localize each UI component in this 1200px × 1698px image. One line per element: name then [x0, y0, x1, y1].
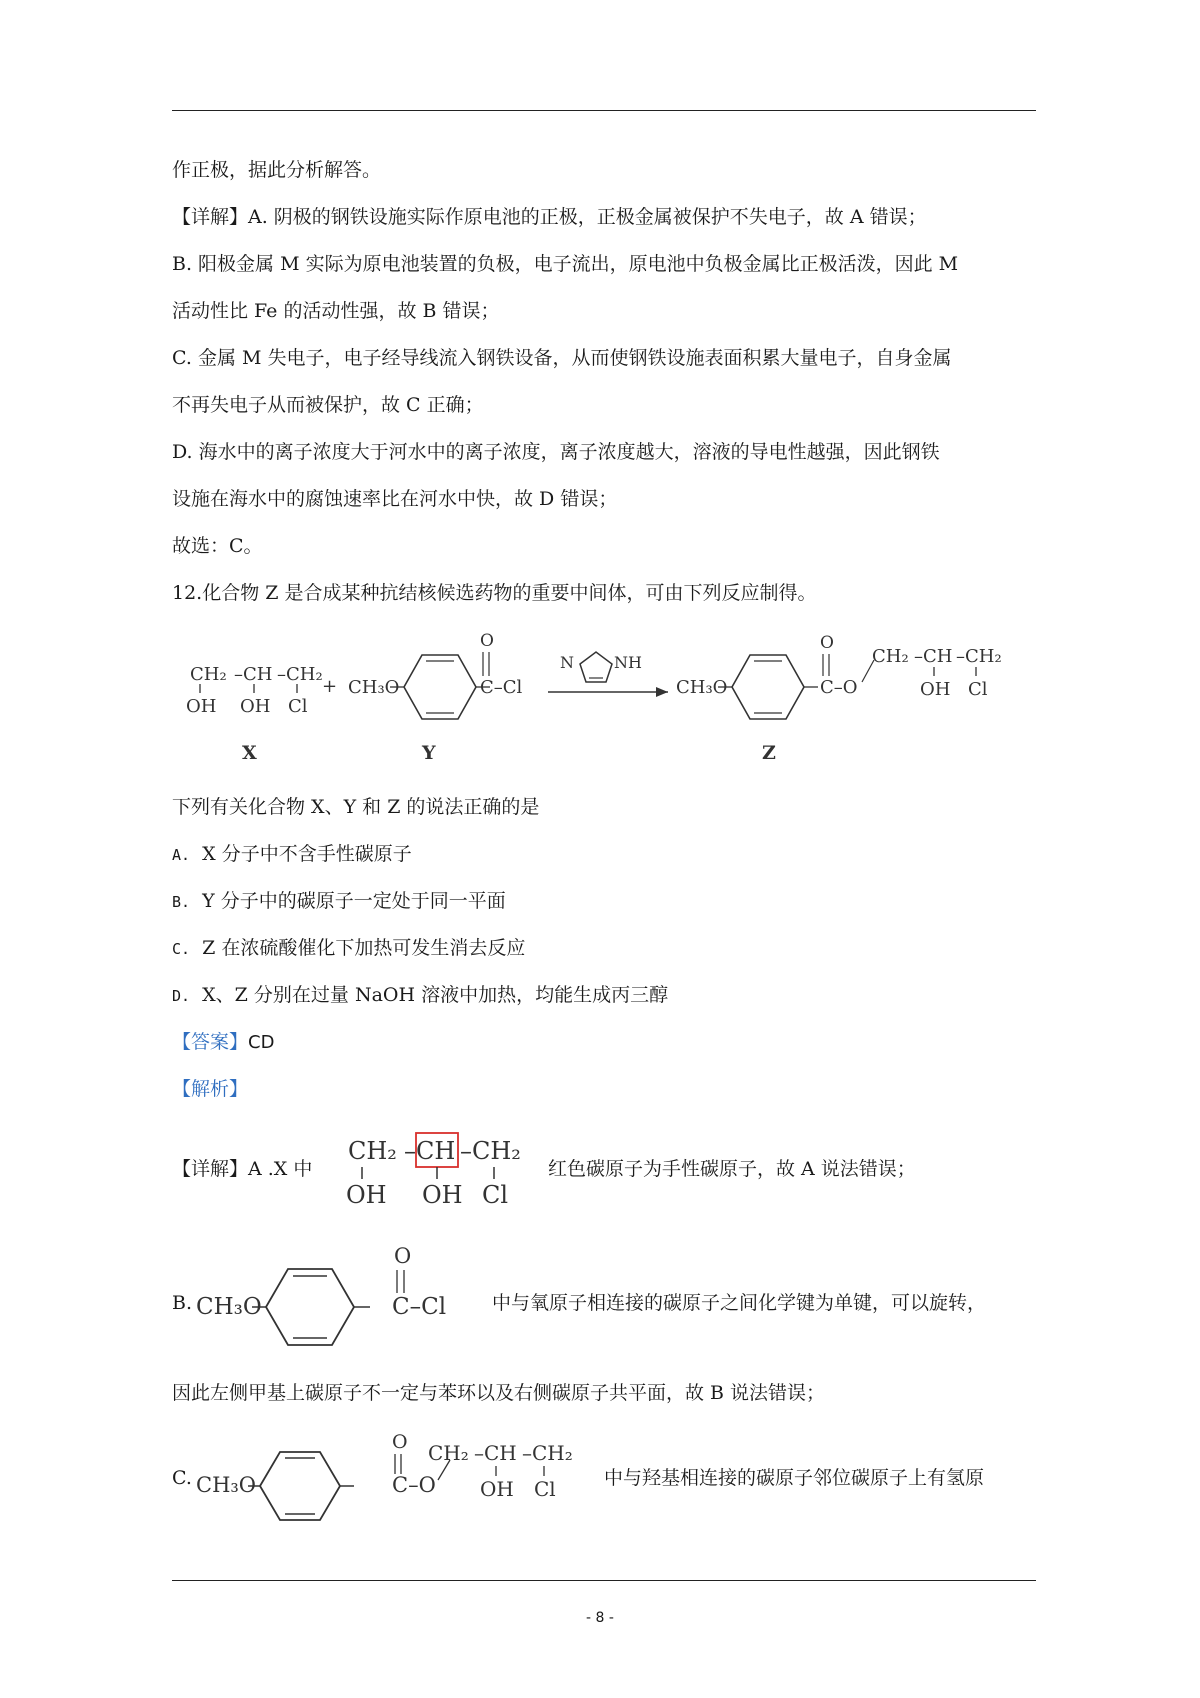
- xs-oh2: OH: [422, 1181, 463, 1209]
- y-carbonyl-o: O: [480, 631, 494, 651]
- question-stem: 12.化合物 Z 是合成某种抗结核候选药物的重要中间体，可由下列反应制得。: [172, 582, 817, 604]
- ys-methoxy: CH₃O: [196, 1294, 262, 1320]
- text-line: 作正极，据此分析解答。: [172, 159, 382, 181]
- explain-c-suffix: 中与羟基相连接的碳原子邻位碳原子上有氢原: [604, 1467, 985, 1489]
- x-ch2b: –CH₂: [277, 664, 323, 685]
- xs-ch2: CH₂: [348, 1137, 397, 1165]
- catalyst-n: N: [560, 653, 574, 672]
- y-methoxy: CH₃O: [348, 677, 400, 698]
- x-cl: Cl: [288, 696, 308, 717]
- z-cl: Cl: [968, 679, 988, 700]
- z-carbonyl-o: O: [820, 633, 834, 653]
- page-number: - 8 -: [586, 1610, 614, 1626]
- plus-sign: +: [322, 676, 338, 697]
- z-ch2b: –CH₂: [956, 646, 1002, 667]
- ys-carbonyl-o: O: [394, 1244, 412, 1268]
- reaction-scheme: [172, 622, 1072, 772]
- zs-ch2: CH₂: [428, 1441, 469, 1465]
- x-label: X: [242, 742, 257, 764]
- option-text: Y 分子中的碳原子一定处于同一平面: [202, 890, 506, 912]
- z-ester: C–O: [820, 677, 858, 698]
- explain-a-suffix: 红色碳原子为手性碳原子，故 A 说法错误；: [548, 1158, 916, 1180]
- x-oh2: OH: [240, 696, 271, 717]
- y-acyl: C–Cl: [480, 677, 523, 698]
- option-c: [172, 935, 525, 962]
- text-line: 故选：C。: [172, 535, 263, 557]
- text-line: D. 海水中的离子浓度大于河水中的离子浓度，离子浓度越大，溶液的导电性越强，因此钢铁: [172, 441, 940, 463]
- option-letter: B.: [172, 893, 191, 911]
- answer-label: 【答案】: [172, 1031, 249, 1053]
- footer-rule: [172, 1580, 1036, 1581]
- explain-b-suffix: 中与氧原子相连接的碳原子之间化学键为单键，可以旋转，: [492, 1292, 987, 1314]
- z-ch2: CH₂: [872, 646, 909, 667]
- catalyst-nh: NH: [614, 653, 642, 672]
- option-a: [172, 841, 412, 868]
- zs-oh: OH: [480, 1477, 514, 1501]
- question-prompt: 下列有关化合物 X、Y 和 Z 的说法正确的是: [172, 796, 540, 818]
- option-d: [172, 982, 668, 1009]
- zs-carbonyl-o: O: [392, 1431, 408, 1453]
- x-oh1: OH: [186, 696, 217, 717]
- text-line: B. 阳极金属 M 实际为原电池装置的负极，电子流出，原电池中负极金属比正极活泼，因此 M: [172, 253, 959, 275]
- z-ch: –CH: [914, 646, 953, 667]
- option-text: X、Z 分别在过量 NaOH 溶液中加热，均能生成丙三醇: [202, 984, 669, 1006]
- explain-c-prefix: C.: [172, 1467, 192, 1489]
- header-rule: [172, 110, 1036, 111]
- text-line: 活动性比 Fe 的活动性强，故 B 错误；: [172, 300, 500, 322]
- ys-acyl: C–Cl: [392, 1294, 447, 1320]
- text-line: 设施在海水中的腐蚀速率比在河水中快，故 D 错误；: [172, 488, 618, 510]
- text-line: 【详解】A. 阴极的钢铁设施实际作原电池的正极，正极金属被保护不失电子，故 A 错误；: [172, 206, 927, 228]
- z-structure: [196, 1430, 616, 1530]
- answer-value: CD: [248, 1032, 275, 1053]
- answer-line: [172, 1029, 274, 1056]
- text-line: 不再失电子从而被保护，故 C 正确；: [172, 394, 484, 416]
- x-ch: –CH: [234, 664, 273, 685]
- option-letter: D.: [172, 987, 191, 1005]
- x-structure: [346, 1125, 546, 1215]
- xs-oh1: OH: [346, 1181, 387, 1209]
- z-methoxy: CH₃O: [676, 677, 728, 698]
- explain-b-prefix: B.: [172, 1292, 193, 1314]
- xs-ch2b: –CH₂: [460, 1137, 521, 1165]
- option-text: X 分子中不含手性碳原子: [202, 843, 412, 865]
- analysis-label: 【解析】: [172, 1078, 249, 1100]
- z-label: Z: [762, 742, 776, 764]
- explain-b-cont: 因此左侧甲基上碳原子不一定与苯环以及右侧碳原子共平面，故 B 说法错误；: [172, 1382, 826, 1404]
- xs-ch: –CH: [404, 1137, 456, 1165]
- x-ch2: CH₂: [190, 664, 227, 685]
- explain-a-prefix: 【详解】A .X 中: [172, 1158, 313, 1180]
- zs-ch: –CH: [474, 1441, 517, 1465]
- y-label: Y: [422, 742, 436, 764]
- z-oh: OH: [920, 679, 951, 700]
- zs-ester: C–O: [392, 1473, 436, 1497]
- option-b: [172, 888, 506, 915]
- y-structure: [196, 1245, 486, 1355]
- zs-cl: Cl: [534, 1477, 556, 1501]
- text-line: C. 金属 M 失电子，电子经导线流入钢铁设备，从而使钢铁设施表面积累大量电子，自身金属: [172, 347, 952, 369]
- zs-ch2b: –CH₂: [522, 1441, 573, 1465]
- option-letter: C.: [172, 940, 191, 958]
- option-text: Z 在浓硫酸催化下加热可发生消去反应: [202, 937, 526, 959]
- xs-cl: Cl: [482, 1181, 509, 1209]
- zs-methoxy: CH₃O: [196, 1473, 257, 1497]
- option-letter: A.: [172, 846, 191, 864]
